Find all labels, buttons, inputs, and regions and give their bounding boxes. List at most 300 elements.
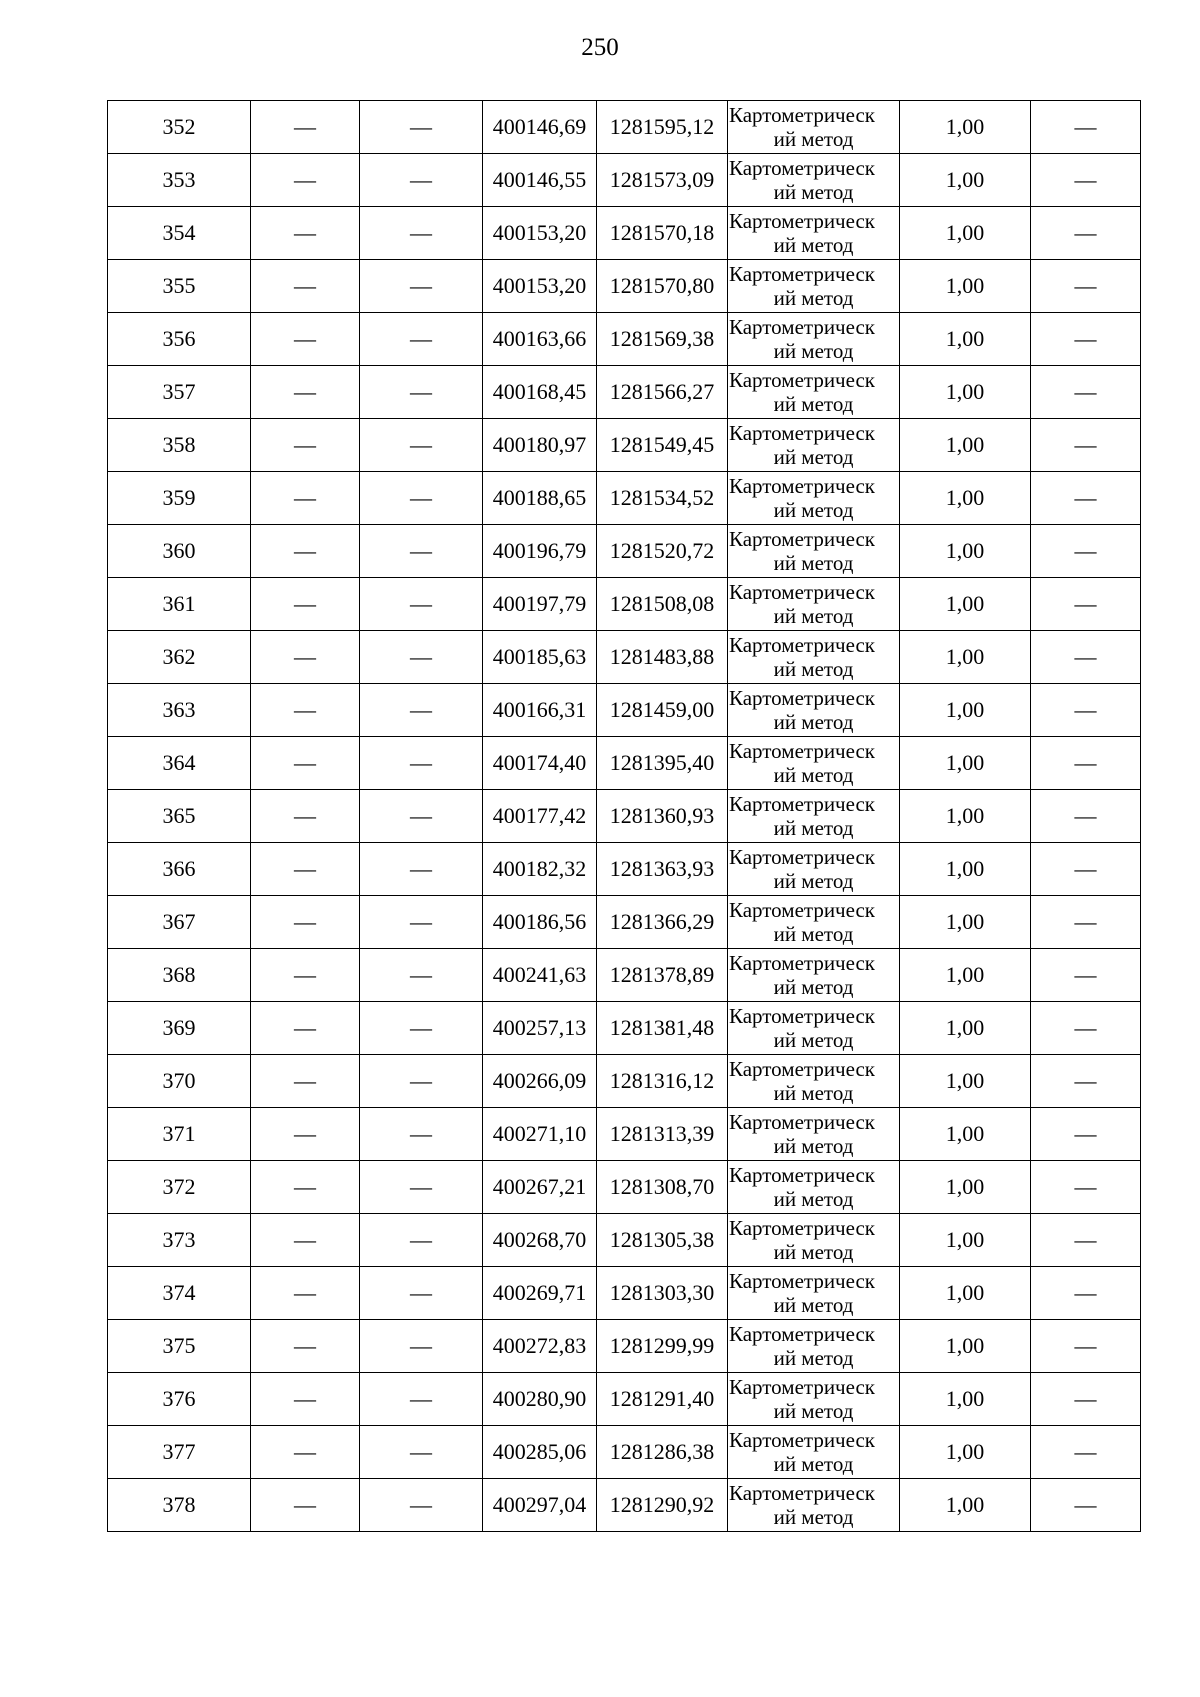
y-coordinate-cell: 1281290,92: [597, 1479, 728, 1532]
accuracy-cell: 1,00: [900, 472, 1031, 525]
empty-cell-dash: —: [1031, 684, 1141, 737]
x-coordinate-cell: 400297,04: [483, 1479, 597, 1532]
empty-cell-dash: —: [1031, 843, 1141, 896]
method-text-line2: ий метод: [773, 657, 854, 681]
method-text-line2: ий метод: [773, 1081, 854, 1105]
point-number-cell: 371: [108, 1108, 251, 1161]
method-cell: [728, 1320, 900, 1373]
empty-cell-dash: —: [1031, 1214, 1141, 1267]
method-text-line2: ий метод: [773, 445, 854, 469]
y-coordinate-cell: 1281303,30: [597, 1267, 728, 1320]
method-cell: [728, 472, 900, 525]
empty-cell-dash: —: [360, 790, 483, 843]
method-text-line1: Картометрическ: [729, 739, 875, 763]
method-text-line2: ий метод: [773, 869, 854, 893]
empty-cell-dash: —: [251, 790, 360, 843]
method-text-line1: Картометрическ: [729, 686, 875, 710]
x-coordinate-cell: 400186,56: [483, 896, 597, 949]
empty-cell-dash: —: [360, 260, 483, 313]
table-row: [108, 313, 1141, 366]
x-coordinate-cell: 400185,63: [483, 631, 597, 684]
method-text-line2: ий метод: [773, 710, 854, 734]
method-text-line1: Картометрическ: [729, 421, 875, 445]
method-text-line1: Картометрическ: [729, 209, 875, 233]
empty-cell-dash: —: [360, 578, 483, 631]
empty-cell-dash: —: [1031, 313, 1141, 366]
empty-cell-dash: —: [1031, 790, 1141, 843]
y-coordinate-cell: 1281381,48: [597, 1002, 728, 1055]
table-row: [108, 578, 1141, 631]
method-cell: [728, 1214, 900, 1267]
empty-cell-dash: —: [251, 207, 360, 260]
table-row: [108, 1161, 1141, 1214]
method-text-line2: ий метод: [773, 339, 854, 363]
method-cell: [728, 1373, 900, 1426]
method-text-line2: ий метод: [773, 233, 854, 257]
x-coordinate-cell: 400241,63: [483, 949, 597, 1002]
method-text-line2: ий метод: [773, 551, 854, 575]
point-number-cell: 376: [108, 1373, 251, 1426]
point-number-cell: 354: [108, 207, 251, 260]
method-cell: [728, 790, 900, 843]
method-text-line1: Картометрическ: [729, 1004, 875, 1028]
method-text-line1: Картометрическ: [729, 1322, 875, 1346]
method-text-line2: ий метод: [773, 1293, 854, 1317]
y-coordinate-cell: 1281316,12: [597, 1055, 728, 1108]
table-row: [108, 790, 1141, 843]
table-row: [108, 1479, 1141, 1532]
table-row: [108, 1002, 1141, 1055]
point-number-cell: 353: [108, 154, 251, 207]
point-number-cell: 378: [108, 1479, 251, 1532]
empty-cell-dash: —: [360, 737, 483, 790]
x-coordinate-cell: 400196,79: [483, 525, 597, 578]
table-row: [108, 1320, 1141, 1373]
method-text-line1: Картометрическ: [729, 792, 875, 816]
method-text-line1: Картометрическ: [729, 1057, 875, 1081]
method-text-line1: Картометрическ: [729, 1269, 875, 1293]
empty-cell-dash: —: [360, 1320, 483, 1373]
point-number-cell: 370: [108, 1055, 251, 1108]
empty-cell-dash: —: [360, 1267, 483, 1320]
empty-cell-dash: —: [1031, 260, 1141, 313]
y-coordinate-cell: 1281366,29: [597, 896, 728, 949]
table-row: [108, 1373, 1141, 1426]
x-coordinate-cell: 400163,66: [483, 313, 597, 366]
x-coordinate-cell: 400180,97: [483, 419, 597, 472]
empty-cell-dash: —: [251, 578, 360, 631]
empty-cell-dash: —: [1031, 1161, 1141, 1214]
y-coordinate-cell: 1281483,88: [597, 631, 728, 684]
empty-cell-dash: —: [251, 472, 360, 525]
x-coordinate-cell: 400153,20: [483, 207, 597, 260]
x-coordinate-cell: 400271,10: [483, 1108, 597, 1161]
method-text-line2: ий метод: [773, 1187, 854, 1211]
method-text-line2: ий метод: [773, 1134, 854, 1158]
method-cell: [728, 1055, 900, 1108]
x-coordinate-cell: 400257,13: [483, 1002, 597, 1055]
table-row: [108, 631, 1141, 684]
method-cell: [728, 1161, 900, 1214]
empty-cell-dash: —: [251, 1055, 360, 1108]
empty-cell-dash: —: [251, 260, 360, 313]
point-number-cell: 360: [108, 525, 251, 578]
y-coordinate-cell: 1281378,89: [597, 949, 728, 1002]
accuracy-cell: 1,00: [900, 737, 1031, 790]
table-row: [108, 1108, 1141, 1161]
accuracy-cell: 1,00: [900, 843, 1031, 896]
y-coordinate-cell: 1281534,52: [597, 472, 728, 525]
method-cell: [728, 207, 900, 260]
method-cell: [728, 419, 900, 472]
empty-cell-dash: —: [360, 896, 483, 949]
method-cell: [728, 949, 900, 1002]
method-text-line2: ий метод: [773, 1452, 854, 1476]
empty-cell-dash: —: [360, 1161, 483, 1214]
accuracy-cell: 1,00: [900, 1426, 1031, 1479]
empty-cell-dash: —: [360, 313, 483, 366]
table-row: [108, 525, 1141, 578]
table-row: [108, 154, 1141, 207]
empty-cell-dash: —: [1031, 525, 1141, 578]
method-text-line1: Картометрическ: [729, 156, 875, 180]
x-coordinate-cell: 400272,83: [483, 1320, 597, 1373]
empty-cell-dash: —: [251, 949, 360, 1002]
empty-cell-dash: —: [360, 843, 483, 896]
empty-cell-dash: —: [1031, 419, 1141, 472]
accuracy-cell: 1,00: [900, 790, 1031, 843]
method-cell: [728, 525, 900, 578]
table-row: [108, 1267, 1141, 1320]
method-text-line2: ий метод: [773, 498, 854, 522]
method-cell: [728, 1479, 900, 1532]
x-coordinate-cell: 400269,71: [483, 1267, 597, 1320]
empty-cell-dash: —: [251, 1320, 360, 1373]
empty-cell-dash: —: [1031, 1320, 1141, 1373]
accuracy-cell: 1,00: [900, 207, 1031, 260]
method-text-line1: Картометрическ: [729, 1110, 875, 1134]
table-row: [108, 1214, 1141, 1267]
y-coordinate-cell: 1281305,38: [597, 1214, 728, 1267]
empty-cell-dash: —: [251, 843, 360, 896]
method-text-line1: Картометрическ: [729, 315, 875, 339]
y-coordinate-cell: 1281595,12: [597, 101, 728, 154]
method-text-line1: Картометрическ: [729, 262, 875, 286]
point-number-cell: 365: [108, 790, 251, 843]
method-cell: [728, 366, 900, 419]
empty-cell-dash: —: [360, 1002, 483, 1055]
accuracy-cell: 1,00: [900, 1055, 1031, 1108]
method-cell: [728, 313, 900, 366]
method-text-line2: ий метод: [773, 1346, 854, 1370]
y-coordinate-cell: 1281520,72: [597, 525, 728, 578]
empty-cell-dash: —: [1031, 1373, 1141, 1426]
point-number-cell: 367: [108, 896, 251, 949]
table-row: [108, 472, 1141, 525]
y-coordinate-cell: 1281569,38: [597, 313, 728, 366]
empty-cell-dash: —: [1031, 1267, 1141, 1320]
y-coordinate-cell: 1281566,27: [597, 366, 728, 419]
table-body: [108, 101, 1141, 1532]
empty-cell-dash: —: [360, 1479, 483, 1532]
empty-cell-dash: —: [251, 737, 360, 790]
x-coordinate-cell: 400285,06: [483, 1426, 597, 1479]
empty-cell-dash: —: [1031, 101, 1141, 154]
table-row: [108, 101, 1141, 154]
accuracy-cell: 1,00: [900, 684, 1031, 737]
accuracy-cell: 1,00: [900, 313, 1031, 366]
method-text-line1: Картометрическ: [729, 1428, 875, 1452]
method-text-line1: Картометрическ: [729, 1216, 875, 1240]
accuracy-cell: 1,00: [900, 419, 1031, 472]
empty-cell-dash: —: [1031, 1426, 1141, 1479]
method-text-line2: ий метод: [773, 180, 854, 204]
x-coordinate-cell: 400146,69: [483, 101, 597, 154]
method-text-line2: ий метод: [773, 975, 854, 999]
empty-cell-dash: —: [360, 1214, 483, 1267]
method-text-line1: Картометрическ: [729, 898, 875, 922]
accuracy-cell: 1,00: [900, 949, 1031, 1002]
method-cell: [728, 1426, 900, 1479]
empty-cell-dash: —: [1031, 896, 1141, 949]
point-number-cell: 368: [108, 949, 251, 1002]
method-text-line1: Картометрическ: [729, 368, 875, 392]
empty-cell-dash: —: [251, 1426, 360, 1479]
empty-cell-dash: —: [1031, 737, 1141, 790]
point-number-cell: 361: [108, 578, 251, 631]
accuracy-cell: 1,00: [900, 1214, 1031, 1267]
method-text-line1: Картометрическ: [729, 580, 875, 604]
empty-cell-dash: —: [360, 366, 483, 419]
x-coordinate-cell: 400266,09: [483, 1055, 597, 1108]
y-coordinate-cell: 1281363,93: [597, 843, 728, 896]
method-text-line1: Картометрическ: [729, 845, 875, 869]
empty-cell-dash: —: [1031, 578, 1141, 631]
y-coordinate-cell: 1281573,09: [597, 154, 728, 207]
point-number-cell: 358: [108, 419, 251, 472]
x-coordinate-cell: 400182,32: [483, 843, 597, 896]
empty-cell-dash: —: [251, 419, 360, 472]
method-text-line2: ий метод: [773, 1028, 854, 1052]
empty-cell-dash: —: [251, 684, 360, 737]
table-row: [108, 419, 1141, 472]
point-number-cell: 374: [108, 1267, 251, 1320]
method-cell: [728, 154, 900, 207]
empty-cell-dash: —: [1031, 472, 1141, 525]
method-cell: [728, 631, 900, 684]
empty-cell-dash: —: [251, 1267, 360, 1320]
accuracy-cell: 1,00: [900, 366, 1031, 419]
empty-cell-dash: —: [251, 1373, 360, 1426]
empty-cell-dash: —: [1031, 1108, 1141, 1161]
x-coordinate-cell: 400166,31: [483, 684, 597, 737]
empty-cell-dash: —: [1031, 1055, 1141, 1108]
table-row: [108, 949, 1141, 1002]
point-number-cell: 375: [108, 1320, 251, 1373]
accuracy-cell: 1,00: [900, 260, 1031, 313]
accuracy-cell: 1,00: [900, 1002, 1031, 1055]
empty-cell-dash: —: [360, 419, 483, 472]
method-text-line2: ий метод: [773, 816, 854, 840]
empty-cell-dash: —: [251, 1108, 360, 1161]
method-text-line2: ий метод: [773, 1240, 854, 1264]
method-text-line2: ий метод: [773, 922, 854, 946]
method-text-line1: Картометрическ: [729, 103, 875, 127]
point-number-cell: 373: [108, 1214, 251, 1267]
accuracy-cell: 1,00: [900, 631, 1031, 684]
empty-cell-dash: —: [251, 1479, 360, 1532]
y-coordinate-cell: 1281313,39: [597, 1108, 728, 1161]
method-text-line2: ий метод: [773, 763, 854, 787]
empty-cell-dash: —: [251, 1214, 360, 1267]
empty-cell-dash: —: [1031, 154, 1141, 207]
accuracy-cell: 1,00: [900, 1373, 1031, 1426]
method-cell: [728, 578, 900, 631]
accuracy-cell: 1,00: [900, 1108, 1031, 1161]
empty-cell-dash: —: [251, 313, 360, 366]
table-row: [108, 896, 1141, 949]
method-cell: [728, 101, 900, 154]
empty-cell-dash: —: [360, 684, 483, 737]
empty-cell-dash: —: [251, 154, 360, 207]
empty-cell-dash: —: [251, 631, 360, 684]
y-coordinate-cell: 1281299,99: [597, 1320, 728, 1373]
method-text-line1: Картометрическ: [729, 633, 875, 657]
empty-cell-dash: —: [360, 1373, 483, 1426]
point-number-cell: 372: [108, 1161, 251, 1214]
empty-cell-dash: —: [360, 1108, 483, 1161]
table-row: [108, 207, 1141, 260]
x-coordinate-cell: 400153,20: [483, 260, 597, 313]
method-cell: [728, 737, 900, 790]
accuracy-cell: 1,00: [900, 896, 1031, 949]
empty-cell-dash: —: [360, 525, 483, 578]
method-text-line2: ий метод: [773, 286, 854, 310]
x-coordinate-cell: 400146,55: [483, 154, 597, 207]
point-number-cell: 352: [108, 101, 251, 154]
y-coordinate-cell: 1281360,93: [597, 790, 728, 843]
x-coordinate-cell: 400197,79: [483, 578, 597, 631]
table-row: [108, 843, 1141, 896]
x-coordinate-cell: 400168,45: [483, 366, 597, 419]
empty-cell-dash: —: [360, 1055, 483, 1108]
method-text-line1: Картометрическ: [729, 951, 875, 975]
point-number-cell: 369: [108, 1002, 251, 1055]
table-row: [108, 1426, 1141, 1479]
empty-cell-dash: —: [1031, 1002, 1141, 1055]
x-coordinate-cell: 400188,65: [483, 472, 597, 525]
accuracy-cell: 1,00: [900, 1320, 1031, 1373]
table-row: [108, 366, 1141, 419]
x-coordinate-cell: 400280,90: [483, 1373, 597, 1426]
accuracy-cell: 1,00: [900, 525, 1031, 578]
method-text-line2: ий метод: [773, 127, 854, 151]
table-row: [108, 684, 1141, 737]
empty-cell-dash: —: [360, 1426, 483, 1479]
method-text-line2: ий метод: [773, 1505, 854, 1529]
y-coordinate-cell: 1281395,40: [597, 737, 728, 790]
empty-cell-dash: —: [360, 154, 483, 207]
method-cell: [728, 1108, 900, 1161]
empty-cell-dash: —: [251, 1002, 360, 1055]
point-number-cell: 359: [108, 472, 251, 525]
method-cell: [728, 260, 900, 313]
x-coordinate-cell: 400177,42: [483, 790, 597, 843]
y-coordinate-cell: 1281291,40: [597, 1373, 728, 1426]
y-coordinate-cell: 1281549,45: [597, 419, 728, 472]
page-number: 250: [581, 34, 619, 61]
empty-cell-dash: —: [360, 207, 483, 260]
y-coordinate-cell: 1281570,18: [597, 207, 728, 260]
accuracy-cell: 1,00: [900, 1161, 1031, 1214]
table-row: [108, 260, 1141, 313]
empty-cell-dash: —: [1031, 366, 1141, 419]
empty-cell-dash: —: [251, 101, 360, 154]
method-cell: [728, 1267, 900, 1320]
y-coordinate-cell: 1281570,80: [597, 260, 728, 313]
point-number-cell: 366: [108, 843, 251, 896]
y-coordinate-cell: 1281286,38: [597, 1426, 728, 1479]
method-text-line1: Картометрическ: [729, 1375, 875, 1399]
accuracy-cell: 1,00: [900, 1479, 1031, 1532]
point-number-cell: 356: [108, 313, 251, 366]
method-text-line2: ий метод: [773, 392, 854, 416]
method-text-line1: Картометрическ: [729, 1481, 875, 1505]
method-text-line2: ий метод: [773, 1399, 854, 1423]
x-coordinate-cell: 400174,40: [483, 737, 597, 790]
y-coordinate-cell: 1281308,70: [597, 1161, 728, 1214]
empty-cell-dash: —: [251, 525, 360, 578]
empty-cell-dash: —: [251, 366, 360, 419]
method-text-line1: Картометрическ: [729, 474, 875, 498]
accuracy-cell: 1,00: [900, 1267, 1031, 1320]
empty-cell-dash: —: [1031, 1479, 1141, 1532]
point-number-cell: 355: [108, 260, 251, 313]
method-cell: [728, 684, 900, 737]
accuracy-cell: 1,00: [900, 154, 1031, 207]
method-text-line1: Картометрическ: [729, 1163, 875, 1187]
coordinates-table: [107, 100, 1141, 1532]
method-cell: [728, 1002, 900, 1055]
accuracy-cell: 1,00: [900, 101, 1031, 154]
accuracy-cell: 1,00: [900, 578, 1031, 631]
y-coordinate-cell: 1281508,08: [597, 578, 728, 631]
point-number-cell: 362: [108, 631, 251, 684]
point-number-cell: 363: [108, 684, 251, 737]
x-coordinate-cell: 400268,70: [483, 1214, 597, 1267]
empty-cell-dash: —: [251, 896, 360, 949]
empty-cell-dash: —: [1031, 949, 1141, 1002]
point-number-cell: 357: [108, 366, 251, 419]
empty-cell-dash: —: [360, 101, 483, 154]
method-text-line1: Картометрическ: [729, 527, 875, 551]
x-coordinate-cell: 400267,21: [483, 1161, 597, 1214]
method-text-line2: ий метод: [773, 604, 854, 628]
empty-cell-dash: —: [360, 949, 483, 1002]
table-row: [108, 737, 1141, 790]
point-number-cell: 377: [108, 1426, 251, 1479]
point-number-cell: 364: [108, 737, 251, 790]
table-row: [108, 1055, 1141, 1108]
empty-cell-dash: —: [360, 472, 483, 525]
method-cell: [728, 896, 900, 949]
method-cell: [728, 843, 900, 896]
empty-cell-dash: —: [251, 1161, 360, 1214]
empty-cell-dash: —: [360, 631, 483, 684]
y-coordinate-cell: 1281459,00: [597, 684, 728, 737]
empty-cell-dash: —: [1031, 631, 1141, 684]
empty-cell-dash: —: [1031, 207, 1141, 260]
